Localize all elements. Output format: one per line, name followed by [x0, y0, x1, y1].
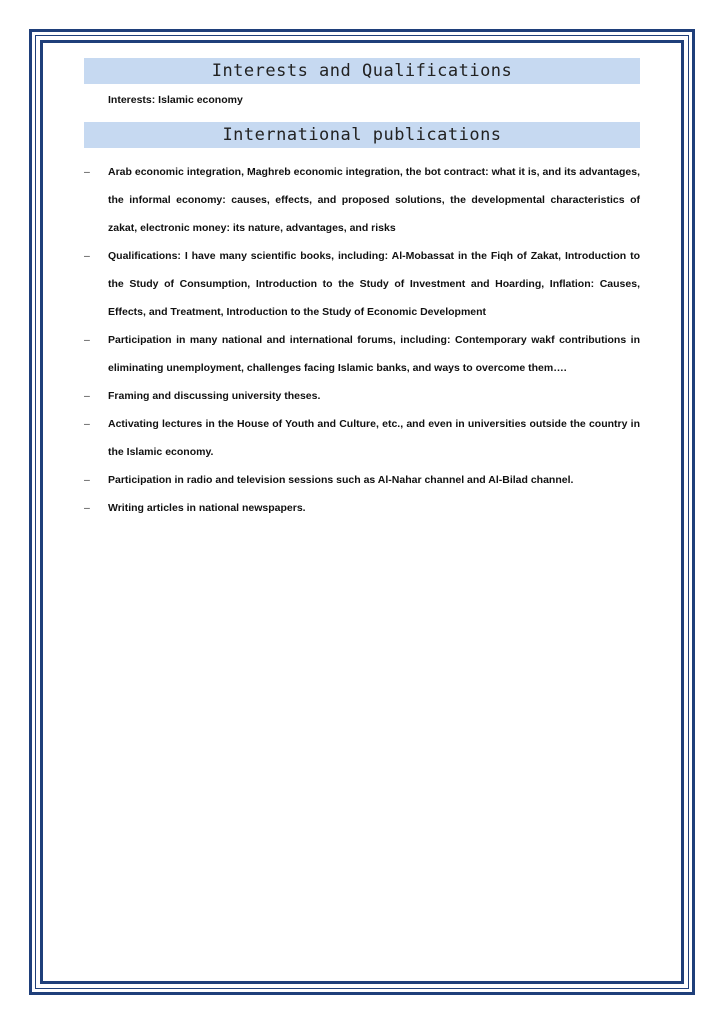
list-item [84, 158, 640, 242]
list-item [84, 242, 640, 326]
list-item [84, 410, 640, 466]
dash-bullet-icon: – [84, 166, 90, 178]
list-item [84, 326, 640, 382]
list-item-text: Participation in many national and international forums, including: Contemporary wakf contributions in eliminating unemployment, challenges facing Islamic banks, and ways to overcome them…. [108, 334, 640, 374]
interests-text: Interests: Islamic economy [108, 94, 243, 106]
list-item [84, 382, 640, 410]
list-item-text: Arab economic integration, Maghreb economic integration, the bot contract: what it is, and its advantages, the informal economy: causes, effects, and proposed solutions, the developmental characteristics of zakat, electronic money: its nature, advantages, and risks [108, 166, 640, 234]
dash-bullet-icon: – [84, 418, 90, 430]
dash-bullet-icon: – [84, 334, 90, 346]
list-item-text: Writing articles in national newspapers. [108, 502, 306, 514]
list-item [84, 494, 640, 522]
list-item-text: Participation in radio and television sessions such as Al-Nahar channel and Al-Bilad channel. [108, 474, 574, 486]
list-item-text: Qualifications: I have many scientific books, including: Al-Mobassat in the Fiqh of Zakat, Introduction to the Study of Consumption, Introduction to the Study of Investment and Hoarding, Inflation: Causes, Effects, and Treatment, Introduction to the Study of Economic Development [108, 250, 640, 318]
section-heading-interests: Interests and Qualifications [84, 58, 640, 84]
document-body [84, 58, 640, 522]
dash-bullet-icon: – [84, 474, 90, 486]
list-item [84, 466, 640, 494]
publications-list [84, 158, 640, 522]
dash-bullet-icon: – [84, 250, 90, 262]
dash-bullet-icon: – [84, 502, 90, 514]
list-item-text: Framing and discussing university theses. [108, 390, 321, 402]
list-item-text: Activating lectures in the House of Youth and Culture, etc., and even in universities outside the country in the Islamic economy. [108, 418, 640, 458]
dash-bullet-icon: – [84, 390, 90, 402]
section-heading-publications: International publications [84, 122, 640, 148]
